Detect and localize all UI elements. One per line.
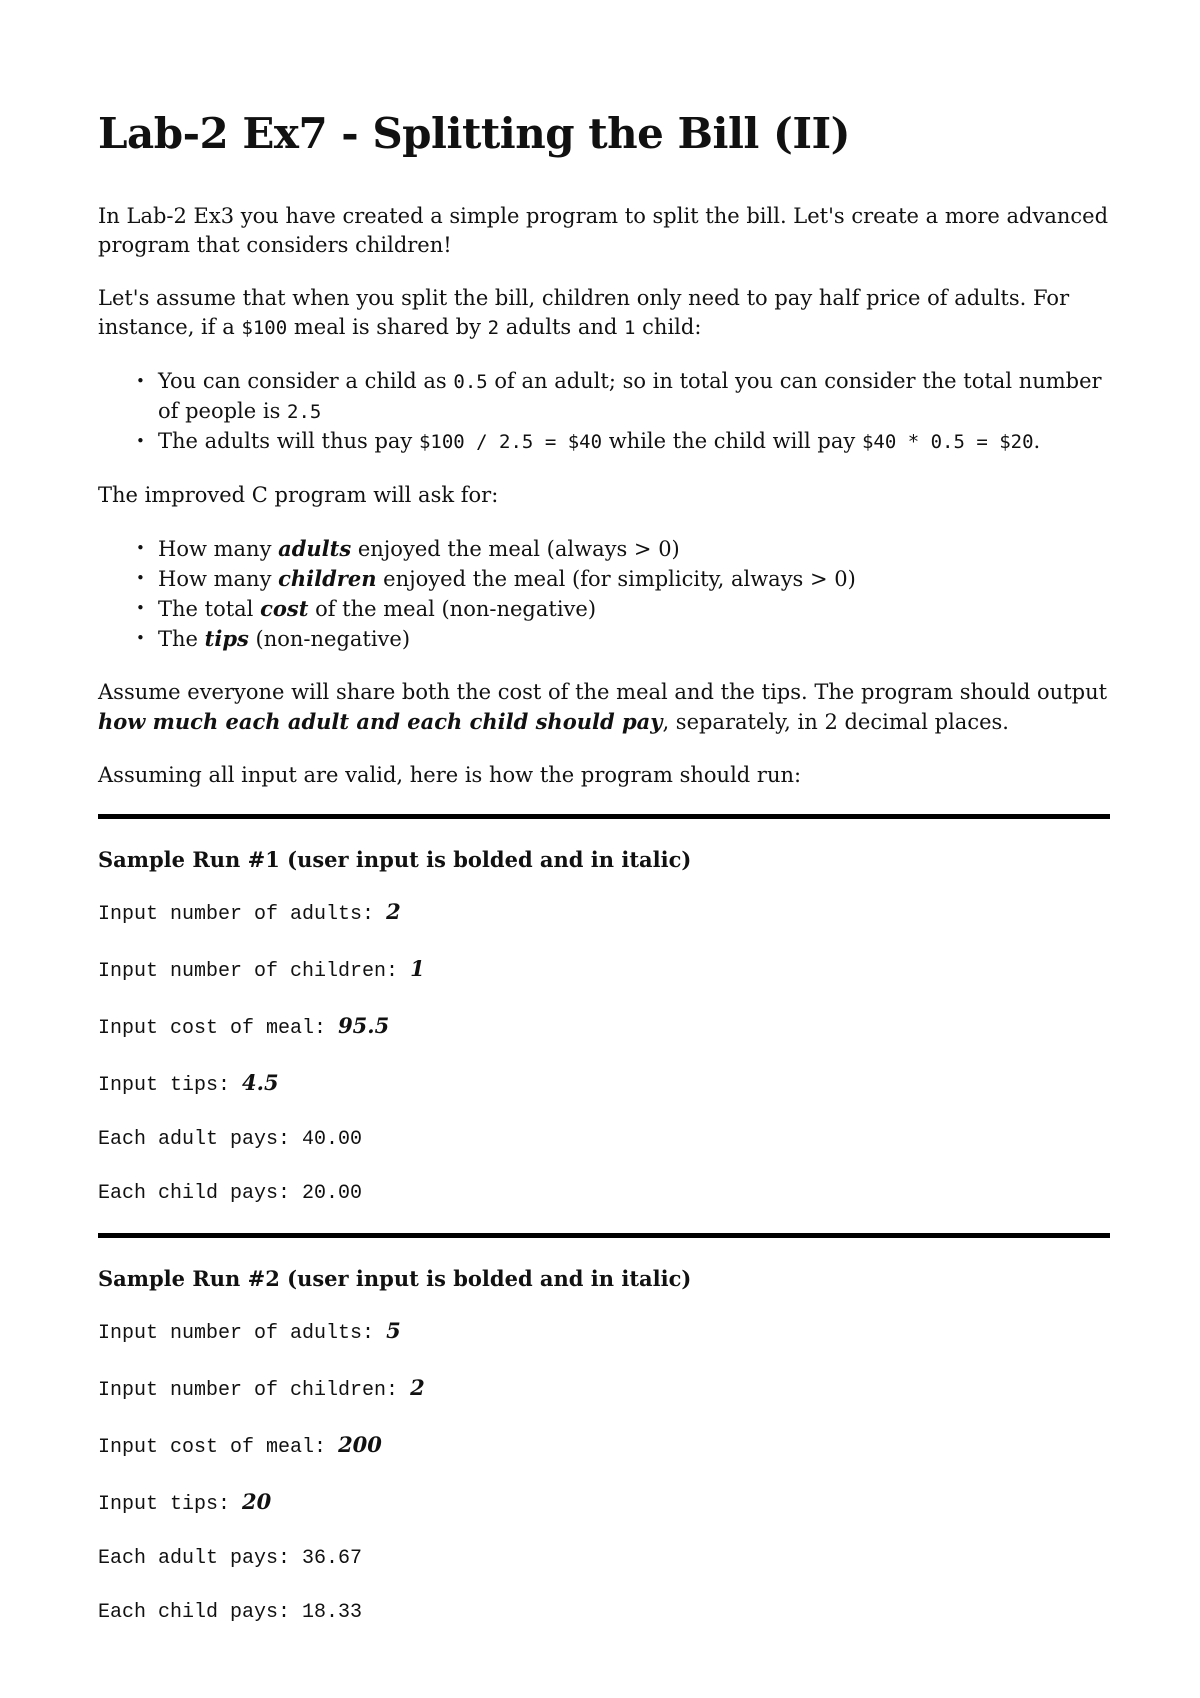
intro-paragraph: In Lab-2 Ex3 you have created a simple program to split the bill. Let's create a more advanced program that considers children! [98, 204, 1109, 257]
list-item: • How many children enjoyed the meal (for simplicity, always > 0) [158, 564, 1110, 594]
run-output: Each child pays: 20.00 [98, 1182, 363, 1205]
run-output: Each child pays: 18.33 [98, 1601, 363, 1624]
run-line: Input number of adults: 5 [98, 1318, 401, 1345]
list-item: • The total cost of the meal (non-negative) [158, 594, 1110, 624]
sample-run-heading: Sample Run #2 (user input is bolded and in italic) [98, 1266, 692, 1291]
sample-run-heading: Sample Run #1 (user input is bolded and in italic) [98, 847, 692, 872]
document-page [98, 106, 1110, 1652]
run-output: Each adult pays: 36.67 [98, 1547, 363, 1570]
list-item: • You can consider a child as 0.5 of an adult; so in total you can consider the total number of people is 2.5 [158, 367, 1110, 427]
run-line: Input cost of meal: 95.5 [98, 1013, 390, 1040]
ask-intro: The improved C program will ask for: [98, 483, 499, 507]
list-item: • How many adults enjoyed the meal (always > 0) [158, 534, 1110, 564]
sample-run-1 [98, 845, 1110, 1208]
run-line: Input tips: 4.5 [98, 1070, 279, 1097]
page-title: Lab-2 Ex7 - Splitting the Bill (II) [98, 109, 851, 158]
list-item: • The tips (non-negative) [158, 624, 1110, 654]
run-line: Input cost of meal: 200 [98, 1432, 382, 1459]
run-line: Input number of children: 2 [98, 1375, 425, 1402]
run-line: Input number of adults: 2 [98, 899, 401, 926]
run-line: Input number of children: 1 [98, 956, 425, 983]
inputs-list [98, 534, 1110, 654]
run-line: Input tips: 20 [98, 1489, 272, 1516]
divider [98, 1233, 1110, 1238]
sample-run-2 [98, 1264, 1110, 1627]
list-item: • The adults will thus pay $100 / 2.5 = $40 while the child will pay $40 * 0.5 = $20. [158, 427, 1110, 457]
run-output: Each adult pays: 40.00 [98, 1128, 363, 1151]
example-list [98, 367, 1110, 457]
assumption-paragraph: Let's assume that when you split the bill, children only need to pay half price of adults. For instance, if a $100 meal is shared by 2 adults and 1 child: [98, 286, 1070, 339]
valid-paragraph: Assuming all input are valid, here is how the program should run: [98, 763, 802, 787]
divider [98, 814, 1110, 819]
share-paragraph: Assume everyone will share both the cost of the meal and the tips. The program should output how much each adult and each child should pay, separately, in 2 decimal places. [98, 680, 1108, 734]
